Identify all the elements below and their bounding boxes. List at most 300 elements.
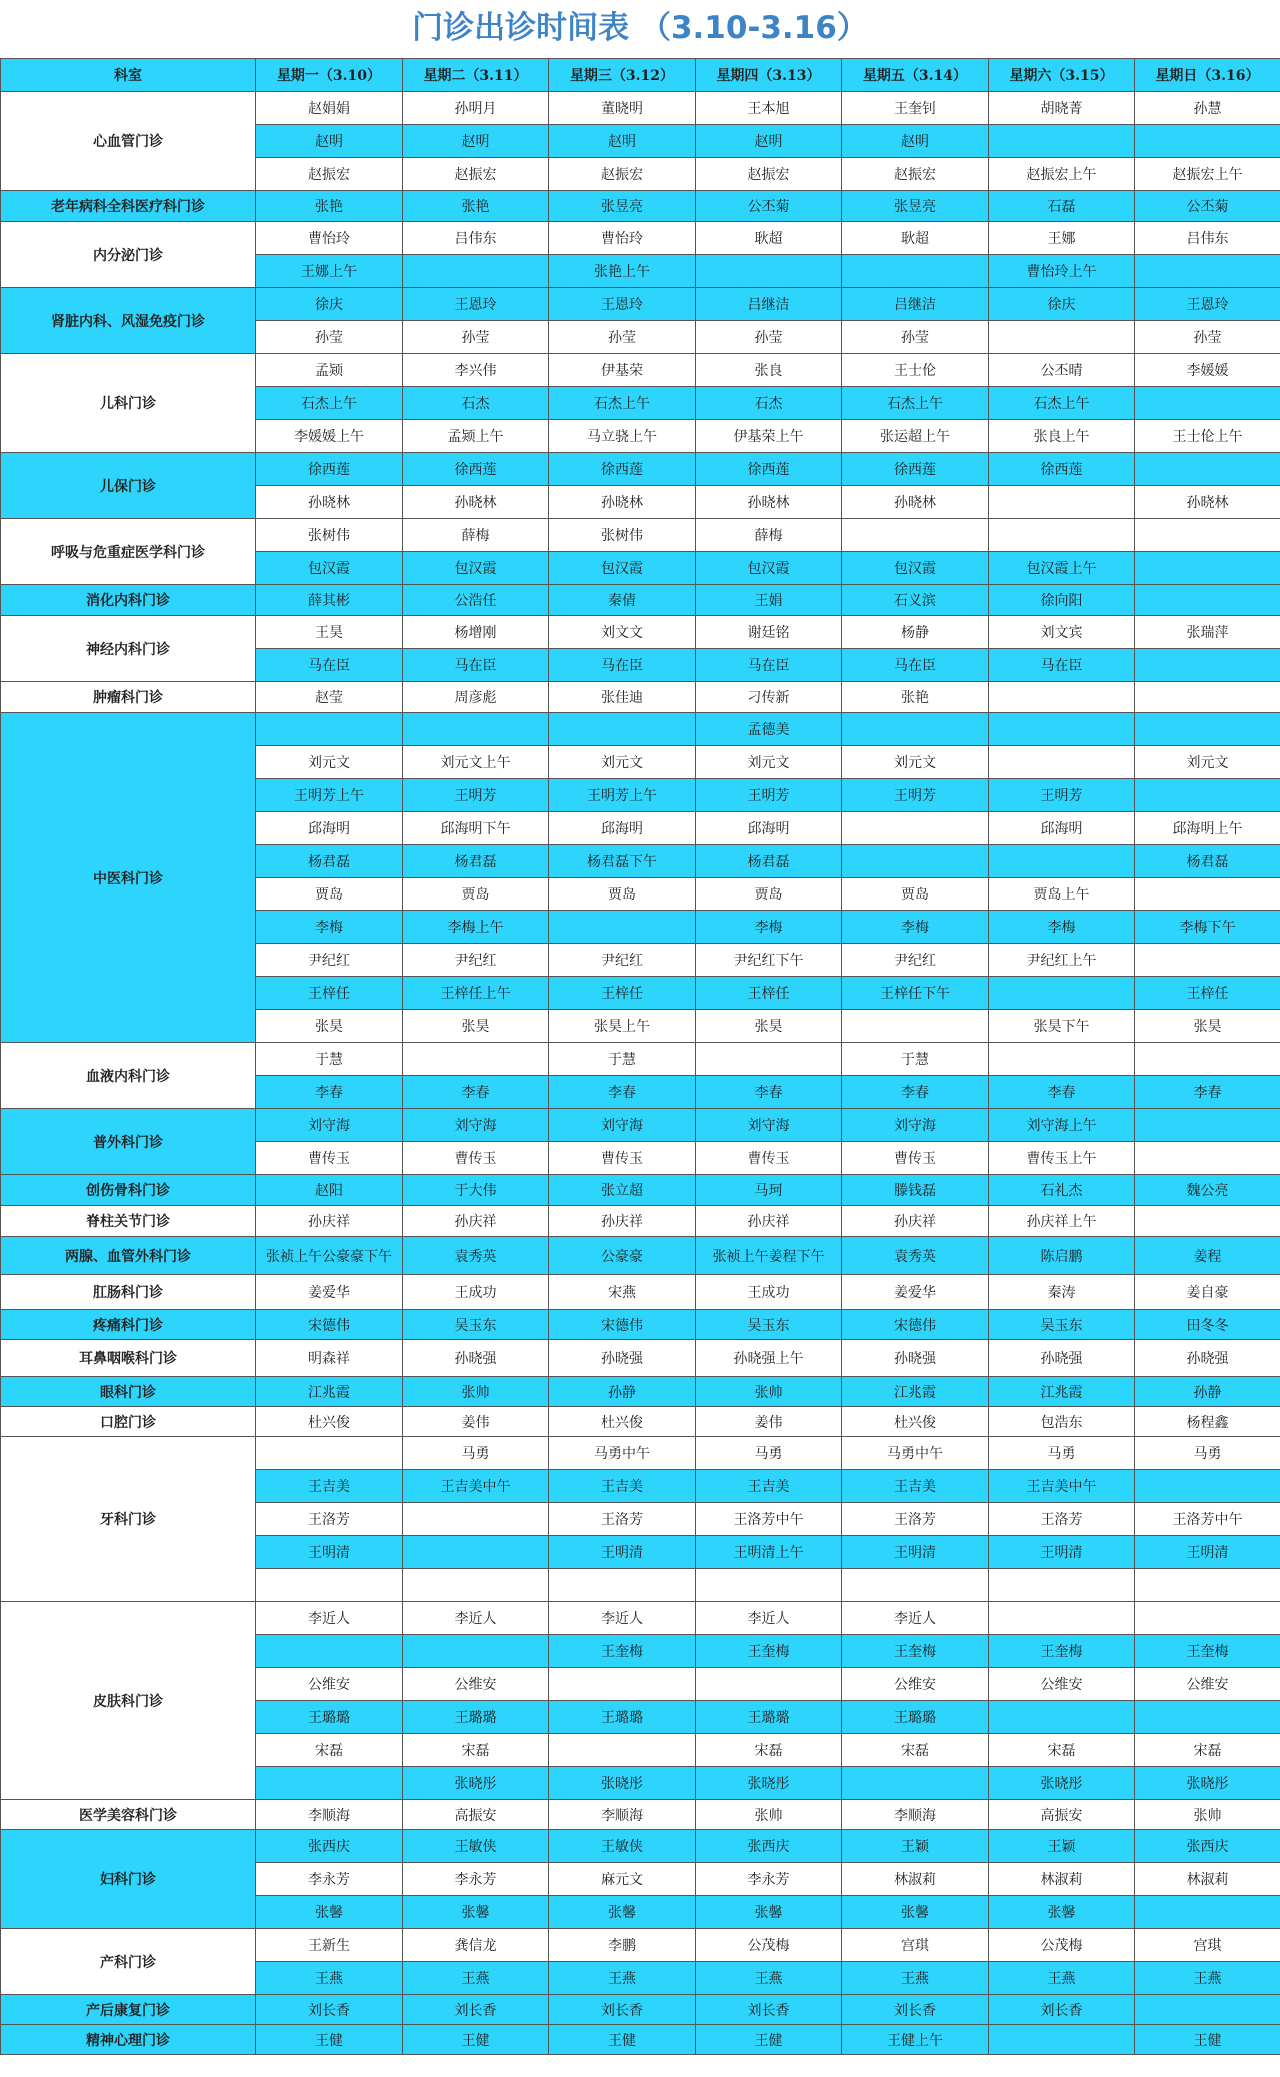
- doctor-cell: 孙庆祥: [256, 1206, 403, 1237]
- doctor-cell: 马勇: [1135, 1437, 1280, 1470]
- doctor-cell: 杨增刚: [403, 616, 549, 649]
- doctor-cell: 张艳: [256, 191, 403, 222]
- doctor-cell: [1135, 1701, 1280, 1734]
- doctor-cell: 曹传玉上午: [989, 1142, 1135, 1175]
- doctor-cell: 张帅: [696, 1377, 842, 1407]
- doctor-cell: 王明清上午: [696, 1536, 842, 1569]
- doctor-cell: 马在臣: [256, 649, 403, 682]
- doctor-cell: 刘长香: [549, 1995, 696, 2025]
- department-cell: 儿科门诊: [1, 354, 256, 453]
- doctor-cell: 孙晓强: [549, 1340, 696, 1377]
- doctor-cell: 邱海明: [256, 812, 403, 845]
- table-row: [1, 1830, 1280, 1863]
- doctor-cell: 王新生: [256, 1929, 403, 1962]
- department-cell: 妇科门诊: [1, 1830, 256, 1929]
- doctor-cell: [989, 1701, 1135, 1734]
- doctor-cell: 刘元文: [256, 746, 403, 779]
- header-department: 科室: [1, 59, 256, 92]
- doctor-cell: 王奎钊: [842, 92, 989, 125]
- header-day: 星期一（3.10）: [256, 59, 403, 92]
- doctor-cell: 刘元文: [549, 746, 696, 779]
- doctor-cell: 杨程鑫: [1135, 1407, 1280, 1437]
- doctor-cell: 贾岛: [403, 878, 549, 911]
- doctor-cell: 王明清: [1135, 1536, 1280, 1569]
- doctor-cell: 谢廷铭: [696, 616, 842, 649]
- table-row: [1, 1237, 1280, 1275]
- doctor-cell: 薛梅: [403, 519, 549, 552]
- doctor-cell: 宋德伟: [256, 1310, 403, 1340]
- doctor-cell: [403, 1536, 549, 1569]
- doctor-cell: 刁传新: [696, 682, 842, 713]
- table-row: [1, 1995, 1280, 2025]
- doctor-cell: 王奎梅: [1135, 1635, 1280, 1668]
- doctor-cell: 曹怡玲: [256, 222, 403, 255]
- doctor-cell: 孙晓强上午: [696, 1340, 842, 1377]
- doctor-cell: 张馨: [989, 1896, 1135, 1929]
- doctor-cell: 吕继洁: [696, 288, 842, 321]
- doctor-cell: 王璐璐: [256, 1701, 403, 1734]
- doctor-cell: 王奎梅: [989, 1635, 1135, 1668]
- doctor-cell: 王明芳: [842, 779, 989, 812]
- doctor-cell: 张帅: [1135, 1800, 1280, 1830]
- department-cell: 牙科门诊: [1, 1437, 256, 1602]
- doctor-cell: 杜兴俊: [842, 1407, 989, 1437]
- doctor-cell: 王洛芳: [989, 1503, 1135, 1536]
- doctor-cell: 王吉美: [256, 1470, 403, 1503]
- doctor-cell: 王燕: [1135, 1962, 1280, 1995]
- doctor-cell: 张馨: [403, 1896, 549, 1929]
- department-cell: 血液内科门诊: [1, 1043, 256, 1109]
- table-row: [1, 519, 1280, 552]
- doctor-cell: 杨君磊下午: [549, 845, 696, 878]
- doctor-cell: 尹纪红: [256, 944, 403, 977]
- doctor-cell: 徐西莲: [256, 453, 403, 486]
- doctor-cell: 公维安: [989, 1668, 1135, 1701]
- doctor-cell: 李春: [696, 1076, 842, 1109]
- doctor-cell: 马在臣: [842, 649, 989, 682]
- department-cell: 中医科门诊: [1, 713, 256, 1043]
- doctor-cell: 王吉美: [842, 1470, 989, 1503]
- doctor-cell: 孟颎: [256, 354, 403, 387]
- doctor-cell: 王明芳上午: [549, 779, 696, 812]
- table-row: [1, 1437, 1280, 1470]
- doctor-cell: 宋德伟: [842, 1310, 989, 1340]
- doctor-cell: 袁秀英: [842, 1237, 989, 1275]
- doctor-cell: [403, 1503, 549, 1536]
- doctor-cell: 林淑莉: [989, 1863, 1135, 1896]
- doctor-cell: 吴玉东: [989, 1310, 1135, 1340]
- doctor-cell: [256, 1569, 403, 1602]
- doctor-cell: 姜程: [1135, 1237, 1280, 1275]
- doctor-cell: 薛梅: [696, 519, 842, 552]
- doctor-cell: 张瑞萍: [1135, 616, 1280, 649]
- header-day: 星期三（3.12）: [549, 59, 696, 92]
- doctor-cell: 马立骁上午: [549, 420, 696, 453]
- doctor-cell: [256, 1767, 403, 1800]
- doctor-cell: 高振安: [403, 1800, 549, 1830]
- doctor-cell: 王燕: [696, 1962, 842, 1995]
- doctor-cell: [989, 519, 1135, 552]
- doctor-cell: 曹传玉: [256, 1142, 403, 1175]
- doctor-cell: 孙莹: [1135, 321, 1280, 354]
- doctor-cell: 赵莹: [256, 682, 403, 713]
- header-day: 星期二（3.11）: [403, 59, 549, 92]
- doctor-cell: 孙晓林: [1135, 486, 1280, 519]
- doctor-cell: 张晓彤: [403, 1767, 549, 1800]
- doctor-cell: 孙晓强: [989, 1340, 1135, 1377]
- doctor-cell: [989, 486, 1135, 519]
- doctor-cell: 王燕: [549, 1962, 696, 1995]
- doctor-cell: 孙莹: [549, 321, 696, 354]
- doctor-cell: 徐西莲: [549, 453, 696, 486]
- doctor-cell: 王明芳: [989, 779, 1135, 812]
- doctor-cell: 王明清: [256, 1536, 403, 1569]
- table-row: [1, 1175, 1280, 1206]
- doctor-cell: 王璐璐: [696, 1701, 842, 1734]
- doctor-cell: 李梅下午: [1135, 911, 1280, 944]
- doctor-cell: [989, 977, 1135, 1010]
- doctor-cell: 王颖: [842, 1830, 989, 1863]
- doctor-cell: 吕继洁: [842, 288, 989, 321]
- doctor-cell: [549, 1569, 696, 1602]
- doctor-cell: 孙晓林: [549, 486, 696, 519]
- doctor-cell: 贾岛: [696, 878, 842, 911]
- doctor-cell: 张晓彤: [1135, 1767, 1280, 1800]
- doctor-cell: 王娟: [696, 585, 842, 616]
- doctor-cell: 尹纪红上午: [989, 944, 1135, 977]
- table-row: [1, 1800, 1280, 1830]
- doctor-cell: [696, 255, 842, 288]
- doctor-cell: [1135, 255, 1280, 288]
- doctor-cell: 孙晓林: [842, 486, 989, 519]
- doctor-cell: 王明清: [549, 1536, 696, 1569]
- doctor-cell: 李顺海: [842, 1800, 989, 1830]
- doctor-cell: 孙晓林: [696, 486, 842, 519]
- doctor-cell: [256, 1437, 403, 1470]
- table-row: [1, 1275, 1280, 1310]
- table-row: [1, 1109, 1280, 1142]
- doctor-cell: 包汉霞: [256, 552, 403, 585]
- doctor-cell: 杜兴俊: [549, 1407, 696, 1437]
- table-row: [1, 713, 1280, 746]
- table-header: [1, 59, 1280, 92]
- doctor-cell: 王洛芳: [842, 1503, 989, 1536]
- doctor-cell: 王健: [549, 2025, 696, 2055]
- doctor-cell: [403, 713, 549, 746]
- doctor-cell: 王梓任: [256, 977, 403, 1010]
- doctor-cell: 明森祥: [256, 1340, 403, 1377]
- doctor-cell: 王士伦上午: [1135, 420, 1280, 453]
- doctor-cell: 胡晓菁: [989, 92, 1135, 125]
- department-cell: 眼科门诊: [1, 1377, 256, 1407]
- doctor-cell: 杨君磊: [256, 845, 403, 878]
- doctor-cell: 刘文宾: [989, 616, 1135, 649]
- doctor-cell: 李近人: [549, 1602, 696, 1635]
- doctor-cell: 王恩玲: [549, 288, 696, 321]
- doctor-cell: 王明芳上午: [256, 779, 403, 812]
- doctor-cell: 李近人: [403, 1602, 549, 1635]
- doctor-cell: 邱海明下午: [403, 812, 549, 845]
- doctor-cell: 刘守海: [549, 1109, 696, 1142]
- doctor-cell: 王吉美中午: [403, 1470, 549, 1503]
- doctor-cell: [842, 713, 989, 746]
- table-row: [1, 453, 1280, 486]
- doctor-cell: 徐庆: [989, 288, 1135, 321]
- doctor-cell: 张昊: [403, 1010, 549, 1043]
- doctor-cell: [403, 1569, 549, 1602]
- doctor-cell: 贾岛: [549, 878, 696, 911]
- doctor-cell: 王奎梅: [696, 1635, 842, 1668]
- doctor-cell: [1135, 552, 1280, 585]
- doctor-cell: 张馨: [549, 1896, 696, 1929]
- doctor-cell: [842, 845, 989, 878]
- doctor-cell: 王敏侠: [549, 1830, 696, 1863]
- doctor-cell: 赵明: [403, 125, 549, 158]
- table-row: [1, 354, 1280, 387]
- doctor-cell: 张晓彤: [549, 1767, 696, 1800]
- doctor-cell: 滕钱磊: [842, 1175, 989, 1206]
- doctor-cell: [256, 1635, 403, 1668]
- doctor-cell: 赵振宏: [256, 158, 403, 191]
- doctor-cell: [1135, 387, 1280, 420]
- doctor-cell: 杨君磊: [1135, 845, 1280, 878]
- doctor-cell: 孙庆祥: [549, 1206, 696, 1237]
- doctor-cell: 张昊: [696, 1010, 842, 1043]
- doctor-cell: 李春: [989, 1076, 1135, 1109]
- doctor-cell: 张祯上午姜程下午: [696, 1237, 842, 1275]
- doctor-cell: 尹纪红: [549, 944, 696, 977]
- doctor-cell: 公维安: [256, 1668, 403, 1701]
- doctor-cell: 石义滨: [842, 585, 989, 616]
- doctor-cell: 孙晓强: [403, 1340, 549, 1377]
- doctor-cell: 杨君磊: [403, 845, 549, 878]
- department-cell: 内分泌门诊: [1, 222, 256, 288]
- doctor-cell: 刘守海: [696, 1109, 842, 1142]
- doctor-cell: [989, 746, 1135, 779]
- doctor-cell: 马在臣: [403, 649, 549, 682]
- doctor-cell: 吕伟东: [1135, 222, 1280, 255]
- doctor-cell: 孙晓林: [256, 486, 403, 519]
- doctor-cell: 刘元文: [842, 746, 989, 779]
- doctor-cell: 张晓彤: [696, 1767, 842, 1800]
- doctor-cell: 魏公亮: [1135, 1175, 1280, 1206]
- doctor-cell: 刘守海: [256, 1109, 403, 1142]
- header-row: [1, 59, 1280, 92]
- doctor-cell: 包汉霞: [696, 552, 842, 585]
- doctor-cell: 王本旭: [696, 92, 842, 125]
- doctor-cell: 周彦彪: [403, 682, 549, 713]
- doctor-cell: 王明清: [989, 1536, 1135, 1569]
- table-row: [1, 288, 1280, 321]
- doctor-cell: 贾岛: [256, 878, 403, 911]
- doctor-cell: 秦涛: [989, 1275, 1135, 1310]
- doctor-cell: 张西庆: [256, 1830, 403, 1863]
- doctor-cell: 薛其彬: [256, 585, 403, 616]
- doctor-cell: 宋磊: [842, 1734, 989, 1767]
- doctor-cell: [403, 1635, 549, 1668]
- doctor-cell: 高振安: [989, 1800, 1135, 1830]
- doctor-cell: [989, 1602, 1135, 1635]
- doctor-cell: 公丕晴: [989, 354, 1135, 387]
- doctor-cell: 孙莹: [403, 321, 549, 354]
- header-day: 星期五（3.14）: [842, 59, 989, 92]
- doctor-cell: [549, 1734, 696, 1767]
- doctor-cell: 张昊下午: [989, 1010, 1135, 1043]
- doctor-cell: 王璐璐: [549, 1701, 696, 1734]
- doctor-cell: 石礼杰: [989, 1175, 1135, 1206]
- table-body: [1, 92, 1280, 2055]
- doctor-cell: 王洛芳中午: [696, 1503, 842, 1536]
- doctor-cell: 李梅: [256, 911, 403, 944]
- doctor-cell: 宋磊: [256, 1734, 403, 1767]
- doctor-cell: 张艳上午: [549, 255, 696, 288]
- department-cell: 产科门诊: [1, 1929, 256, 1995]
- doctor-cell: 王明芳: [403, 779, 549, 812]
- doctor-cell: 贾岛上午: [989, 878, 1135, 911]
- doctor-cell: 刘文文: [549, 616, 696, 649]
- doctor-cell: 公茂梅: [989, 1929, 1135, 1962]
- doctor-cell: 刘长香: [403, 1995, 549, 2025]
- doctor-cell: 董晓明: [549, 92, 696, 125]
- doctor-cell: 张馨: [256, 1896, 403, 1929]
- doctor-cell: [696, 1668, 842, 1701]
- table-row: [1, 191, 1280, 222]
- doctor-cell: 马勇: [989, 1437, 1135, 1470]
- doctor-cell: 王健: [1135, 2025, 1280, 2055]
- doctor-cell: 刘长香: [842, 1995, 989, 2025]
- doctor-cell: 徐向阳: [989, 585, 1135, 616]
- doctor-cell: 王燕: [256, 1962, 403, 1995]
- doctor-cell: 王士伦: [842, 354, 989, 387]
- doctor-cell: 石杰上午: [549, 387, 696, 420]
- doctor-cell: 赵振宏: [403, 158, 549, 191]
- department-cell: 普外科门诊: [1, 1109, 256, 1175]
- doctor-cell: 于慧: [842, 1043, 989, 1076]
- doctor-cell: 马勇中午: [842, 1437, 989, 1470]
- doctor-cell: 王明清: [842, 1536, 989, 1569]
- doctor-cell: 孙静: [549, 1377, 696, 1407]
- table-row: [1, 1043, 1280, 1076]
- doctor-cell: [696, 1043, 842, 1076]
- table-row: [1, 585, 1280, 616]
- doctor-cell: 李近人: [256, 1602, 403, 1635]
- doctor-cell: 马在臣: [549, 649, 696, 682]
- table-row: [1, 222, 1280, 255]
- table-row: [1, 616, 1280, 649]
- doctor-cell: 耿超: [842, 222, 989, 255]
- doctor-cell: [1135, 1109, 1280, 1142]
- doctor-cell: [696, 1569, 842, 1602]
- doctor-cell: 张昊: [1135, 1010, 1280, 1043]
- doctor-cell: 王健: [403, 2025, 549, 2055]
- doctor-cell: [989, 321, 1135, 354]
- doctor-cell: [1135, 1206, 1280, 1237]
- doctor-cell: 刘长香: [696, 1995, 842, 2025]
- doctor-cell: [1135, 713, 1280, 746]
- doctor-cell: 王吉美: [696, 1470, 842, 1503]
- doctor-cell: 王梓任: [696, 977, 842, 1010]
- doctor-cell: 张西庆: [1135, 1830, 1280, 1863]
- doctor-cell: 江兆霞: [842, 1377, 989, 1407]
- doctor-cell: 吕伟东: [403, 222, 549, 255]
- table-row: [1, 2025, 1280, 2055]
- doctor-cell: 张艳: [403, 191, 549, 222]
- doctor-cell: [1135, 585, 1280, 616]
- doctor-cell: 李春: [1135, 1076, 1280, 1109]
- doctor-cell: 孙庆祥: [842, 1206, 989, 1237]
- doctor-cell: 孟颎上午: [403, 420, 549, 453]
- doctor-cell: [989, 1043, 1135, 1076]
- doctor-cell: 石杰上午: [989, 387, 1135, 420]
- doctor-cell: 李媛媛: [1135, 354, 1280, 387]
- doctor-cell: 王成功: [403, 1275, 549, 1310]
- doctor-cell: 孙莹: [256, 321, 403, 354]
- doctor-cell: 徐西莲: [989, 453, 1135, 486]
- doctor-cell: 邱海明: [696, 812, 842, 845]
- doctor-cell: 张树伟: [549, 519, 696, 552]
- doctor-cell: 李永芳: [696, 1863, 842, 1896]
- doctor-cell: 姜伟: [403, 1407, 549, 1437]
- doctor-cell: 公维安: [842, 1668, 989, 1701]
- doctor-cell: 张西庆: [696, 1830, 842, 1863]
- doctor-cell: 马勇中午: [549, 1437, 696, 1470]
- doctor-cell: 王恩玲: [403, 288, 549, 321]
- doctor-cell: 邱海明上午: [1135, 812, 1280, 845]
- doctor-cell: 孙庆祥: [403, 1206, 549, 1237]
- doctor-cell: 张良上午: [989, 420, 1135, 453]
- doctor-cell: 张立超: [549, 1175, 696, 1206]
- doctor-cell: 王洛芳中午: [1135, 1503, 1280, 1536]
- doctor-cell: 孙晓强: [842, 1340, 989, 1377]
- doctor-cell: 马在臣: [989, 649, 1135, 682]
- doctor-cell: 王颖: [989, 1830, 1135, 1863]
- doctor-cell: [842, 812, 989, 845]
- doctor-cell: 秦倩: [549, 585, 696, 616]
- doctor-cell: 宫琪: [842, 1929, 989, 1962]
- doctor-cell: 曹传玉: [549, 1142, 696, 1175]
- department-cell: 疼痛科门诊: [1, 1310, 256, 1340]
- doctor-cell: 李春: [256, 1076, 403, 1109]
- doctor-cell: [989, 682, 1135, 713]
- schedule-table: [0, 58, 1280, 2055]
- doctor-cell: 姜爱华: [256, 1275, 403, 1310]
- doctor-cell: 李顺海: [256, 1800, 403, 1830]
- doctor-cell: 伊基荣: [549, 354, 696, 387]
- doctor-cell: 尹纪红: [842, 944, 989, 977]
- doctor-cell: 徐西莲: [696, 453, 842, 486]
- doctor-cell: [1135, 944, 1280, 977]
- department-cell: 创伤骨科门诊: [1, 1175, 256, 1206]
- doctor-cell: 刘长香: [989, 1995, 1135, 2025]
- doctor-cell: 公浩任: [403, 585, 549, 616]
- doctor-cell: 于大伟: [403, 1175, 549, 1206]
- doctor-cell: 包汉霞: [842, 552, 989, 585]
- doctor-cell: 王燕: [989, 1962, 1135, 1995]
- doctor-cell: 邱海明: [989, 812, 1135, 845]
- doctor-cell: 田冬冬: [1135, 1310, 1280, 1340]
- doctor-cell: 李梅: [989, 911, 1135, 944]
- doctor-cell: 赵振宏: [696, 158, 842, 191]
- table-row: [1, 1407, 1280, 1437]
- doctor-cell: 姜伟: [696, 1407, 842, 1437]
- doctor-cell: 赵振宏: [549, 158, 696, 191]
- doctor-cell: 包汉霞: [549, 552, 696, 585]
- doctor-cell: 李媛媛上午: [256, 420, 403, 453]
- doctor-cell: 刘守海: [842, 1109, 989, 1142]
- doctor-cell: 宋磊: [403, 1734, 549, 1767]
- doctor-cell: [1135, 1043, 1280, 1076]
- header-day: 星期日（3.16）: [1135, 59, 1280, 92]
